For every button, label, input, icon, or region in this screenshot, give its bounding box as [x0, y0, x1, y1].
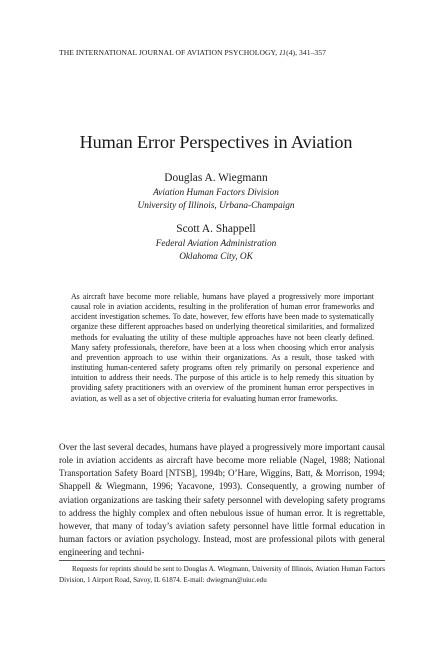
affiliation-line: Aviation Human Factors Division — [153, 188, 279, 198]
affiliation-line: Federal Aviation Administration — [155, 239, 277, 249]
body-paragraph: Over the last several decades, humans have played a progressively more important causal role in aviation accidents as aircraft have become more reliable (Nagel, 1988; National Transportation Safety Board [NTSB], 1994b; O’Hare, Wiggins, Batt, & Morrison, 1994; Shappell & Wiegmann, 1996; Yacavone, 1993). Consequently, a growing number of aviation organizations are tasking their safety personnel with developing safety programs to address the highly complex and often nebulous issue of human error. It is regrettable, however, that many of today’s aviation safety personnel have little formal education in human factors or aviation psychology. Instead, most are professional pilots with general engineering and techni- — [59, 442, 385, 558]
volume-number: 11 — [278, 48, 287, 57]
abstract: As aircraft have become more reliable, humans have played a progressively more important causal role in aviation accidents, resulting in the proliferation of human error frameworks and accident investigation schemes. To date, however, few efforts have been made to systematically organize these different approaches based on underlying theoretical similarities, and formalized methods for evaluating the utility of these multiple approaches have not been clearly defined. Many safety professionals, therefore, have been at a loss when choosing which error analysis and prevention approach to use within their organizations. As a result, those tasked with instituting human-centered safety programs often rely primarily on personal experience and intuition to address their needs. The purpose of this article is to help remedy this situation by providing safety practitioners with an overview of the prominent human error perspectives in aviation, as well as a set of objective criteria for evaluating human error frameworks. — [71, 292, 374, 403]
author-affiliation — [0, 187, 432, 213]
author-name: Douglas A. Wiegmann — [164, 172, 268, 184]
issue-pages: (4), 341–357 — [286, 48, 326, 57]
footnote-divider — [59, 560, 385, 561]
running-head — [59, 48, 379, 57]
journal-name: THE INTERNATIONAL JOURNAL OF AVIATION PSYCHOLOGY, — [59, 48, 278, 57]
author-affiliation — [0, 238, 432, 264]
author-name: Scott A. Shappell — [176, 223, 256, 235]
affiliation-line: University of Illinois, Urbana-Champaign — [137, 201, 295, 211]
affiliation-line: Oklahoma City, OK — [179, 252, 253, 262]
footnote: Requests for reprints should be sent to Douglas A. Wiegmann, University of Illinois, Aviation Human Factors Division, 1 Airport Road, Savoy, IL 61874. E-mail: dwiegman@uiuc.edu — [59, 565, 385, 584]
article-title: Human Error Perspectives in Aviation — [79, 132, 353, 152]
